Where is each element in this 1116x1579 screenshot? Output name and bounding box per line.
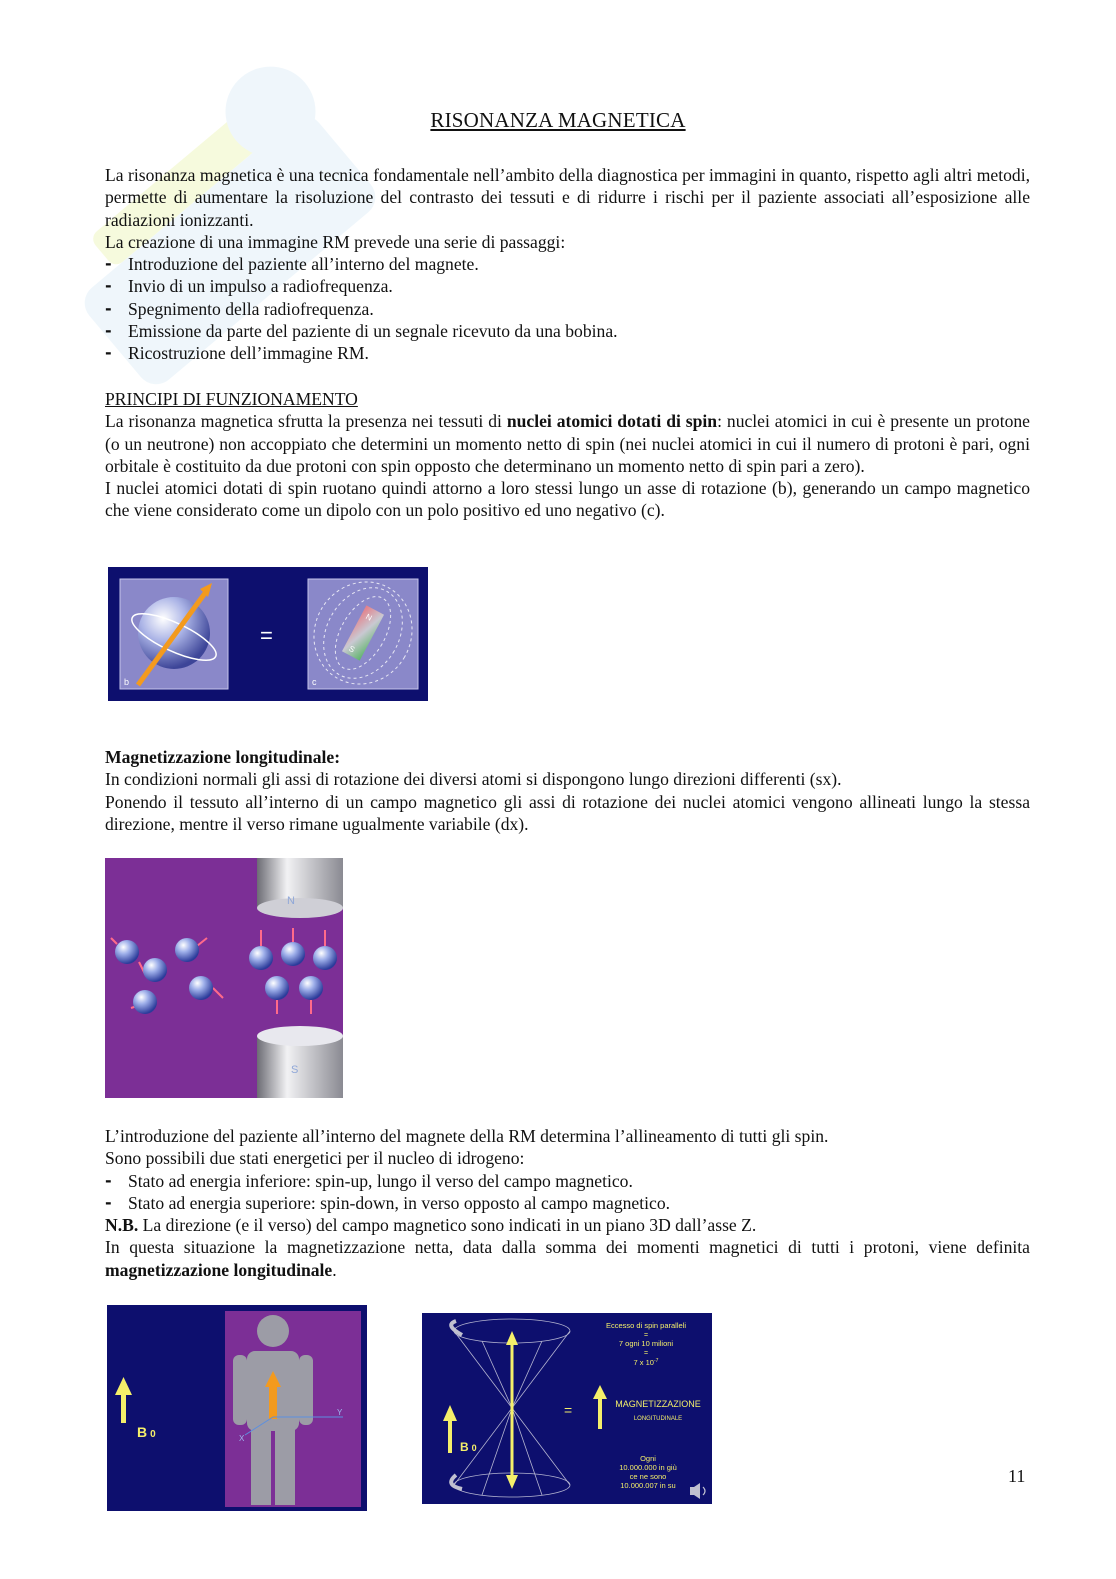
- mag-sub: LONGITUDINALE: [633, 1416, 683, 1422]
- steps-intro: La creazione di una immagine RM prevede una serie di passaggi:: [105, 231, 566, 252]
- ogni-line-2: 10.000.000 in giù: [619, 1463, 677, 1472]
- spin-paragraph-3: [105, 1236, 1030, 1281]
- principi-section: [105, 388, 1030, 522]
- text-run: La risonanza magnetica sfrutta la presenza nei tessuti di: [105, 411, 507, 432]
- nb-note: [105, 1214, 1030, 1236]
- bold-term: nuclei atomici dotati di spin: [506, 411, 718, 432]
- spin-alignment-figure: [105, 858, 343, 1098]
- list-item: - Stato ad energia superiore: spin-down, in verso opposto al campo magnetico.: [105, 1192, 1030, 1214]
- list-item: - Emissione da parte del paziente di un segnale ricevuto da una bobina.: [105, 320, 1030, 342]
- list-item: - Introduzione del paziente all’interno del magnete.: [105, 253, 1030, 275]
- b0-label: B 0: [460, 1440, 477, 1454]
- list-item: - Ricostruzione dell’immagine RM.: [105, 342, 1030, 364]
- list-item: - Invio di un impulso a radiofrequenza.: [105, 275, 1030, 297]
- spin-paragraph-1: L’introduzione del paziente all’interno del magnete della RM determina l’allineamento di tutti gli spin.: [105, 1126, 829, 1146]
- steps-list: [105, 253, 1030, 364]
- mag-label: MAGNETIZZAZIONE: [615, 1399, 701, 1409]
- list-item: - Spegnimento della radiofrequenza.: [105, 298, 1030, 320]
- spin-dipole-figure: [108, 567, 428, 701]
- page-title: RISONANZA MAGNETICA: [430, 108, 686, 132]
- axis-y-label: Y: [337, 1408, 343, 1417]
- states-list: [105, 1170, 1030, 1215]
- equals-sign: =: [564, 1402, 573, 1418]
- label-c: c: [312, 677, 317, 687]
- magnetizzazione-section: [105, 746, 1030, 835]
- speaker-icon: [690, 1483, 705, 1499]
- text-run: La direzione (e il verso) del campo magnetico sono indicati in un piano 3D dall’asse Z.: [138, 1215, 757, 1236]
- principi-paragraph-2: I nuclei atomici dotati di spin ruotano quindi attorno a loro stessi lungo un asse di rotazione (b), generando un campo magnetico che viene considerato come un dipolo con un polo positivo ed uno negativo (c).: [105, 478, 1030, 521]
- b0-label: B 0: [137, 1424, 156, 1440]
- intro-paragraph: La risonanza magnetica è una tecnica fondamentale nell’ambito della diagnostica per immagini in quanto, rispetto agli altri metodi, permette di aumentare la risoluzione del contrasto dei tessuti e di ridurre i rischi per il paziente associati all’esposizione alle radiazioni ionizzanti.: [105, 165, 1030, 230]
- axis-x-label: X: [239, 1434, 245, 1443]
- eccesso-title: Eccesso di spin paralleli: [605, 1321, 687, 1330]
- eq-1: =: [643, 1332, 649, 1339]
- ratio-text: 7 ogni 10 milioni: [618, 1339, 674, 1348]
- text-run: : nuclei atomici in cui è presente un protone (o un neutrone) non accoppiato che determini un momento netto di spin (nei nuclei atomici in cui il numero di protoni è pari, ogni orbitale è costituito da due protoni con spin opposto che determinano un momento netto di spin pari a zero).: [105, 411, 1030, 476]
- text-run: .: [332, 1259, 337, 1280]
- eq-2: =: [643, 1350, 649, 1357]
- bold-term: magnetizzazione longitudinale: [105, 1259, 333, 1280]
- pole-s-label: S: [347, 643, 357, 655]
- magnet-s-label: S: [291, 1064, 299, 1076]
- precession-cone-figure: [422, 1313, 712, 1504]
- ogni-line-3: ce ne sono: [629, 1472, 667, 1481]
- ogni-line-1: Ogni: [640, 1454, 656, 1463]
- page-number: 11: [1008, 1466, 1026, 1486]
- list-item: - Stato ad energia inferiore: spin-up, lungo il verso del campo magnetico.: [105, 1170, 1030, 1192]
- label-b: b: [124, 677, 130, 687]
- intro-section: [105, 164, 1030, 365]
- bold-heading: Magnetizzazione longitudinale:: [105, 747, 341, 767]
- pole-n-label: N: [364, 612, 374, 623]
- b0-patient-figure: [107, 1305, 367, 1511]
- spin-paragraph-2: Sono possibili due stati energetici per il nucleo di idrogeno:: [105, 1148, 525, 1169]
- magnetizzazione-paragraph-2: Ponendo il tessuto all’interno di un campo magnetico gli assi di rotazione dei nuclei atomici vengono allineati lungo la stessa direzione, mentre il verso rimane ugualmente variabile (dx).: [105, 791, 1030, 834]
- text-run: In questa situazione la magnetizzazione netta, data dalla somma dei momenti magnetici di tutti i protoni, viene definita: [105, 1237, 1030, 1258]
- magnetizzazione-heading: [105, 746, 1030, 768]
- ogni-line-4: 10.000.007 in su: [620, 1481, 676, 1490]
- magnet-n-label: N: [287, 895, 295, 907]
- magnetizzazione-paragraph-1: In condizioni normali gli assi di rotazione dei diversi atomi si dispongono lungo direzioni differenti (sx).: [105, 769, 842, 790]
- equals-sign: =: [260, 623, 273, 648]
- sci-text: 7 x $10^{-7}$: [633, 1358, 659, 1367]
- nb-label: N.B.: [105, 1215, 139, 1236]
- principi-heading: PRINCIPI DI FUNZIONAMENTO: [105, 389, 358, 409]
- spin-section: [105, 1125, 1030, 1281]
- principi-paragraph-1: [105, 410, 1030, 477]
